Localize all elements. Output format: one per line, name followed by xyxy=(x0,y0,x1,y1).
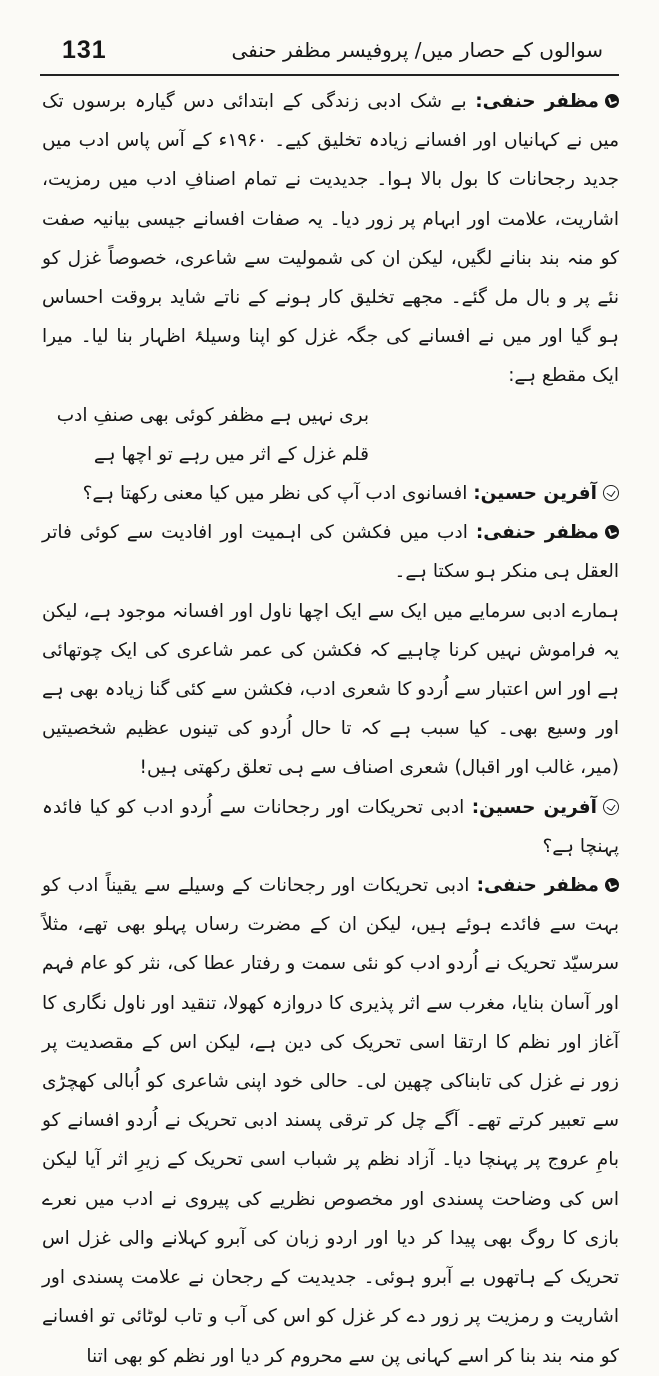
answer-text-1: بے شک ادبی زندگی کے ابتدائی دس گیارہ برسوں تک میں نے کہانیاں اور افسانے زیادہ تخلیق کیے۔ ۱۹۶۰ء کے آس پاس ادب میں جدید رجحانات کا بول بالا ہوا۔ جدیدیت نے تمام اصنافِ ادب میں رمزیت، اشاریت، علامت اور ابہام پر زور دیا۔ یہ صفات افسانے جیسی بیانیہ صفت کو منہ بند بنانے لگیں، لیکن ان کی شمولیت سے شاعری، خصوصاً غزل کو نئے پر و بال مل گئے۔ مجھے تخلیق کار ہونے کے ناتے شاید بروقت احساس ہو گیا اور میں نے افسانے کی جگہ غزل کو اپنا وسیلۂ اظہار بنا لیا۔ میرا ایک مقطع ہے: xyxy=(42,91,619,387)
speaker-label-answer: مظفر حنفی: xyxy=(475,91,599,112)
answer-text-3: ادبی تحریکات اور رجحانات کے وسیلے سے یقیناً ادب کو بہت سے فائدے ہوئے ہیں، لیکن ان کے مضرت رساں پہلو بھی تھے، مثلاً سرسیّد تحریک نے اُردو ادب کو نئی سمت و رفتار عطا کی، نثر کو عام فہم اور آسان بنایا، مغرب سے اثر پذیری کا دروازہ کھولا، تنقید اور ناول نگاری کا آغاز اور نظم کا ارتقا اسی تحریک کی دین ہے، لیکن اس کے مقصدیت پر زور نے غزل کی تابناکی چھین لی۔ حالی خود اپنی شاعری کو اُبالی کھچڑی سے تعبیر کرتے تھے۔ آگے چل کر ترقی پسند ادبی تحریک نے اُردو افسانے کو بامِ عروج پر پہنچا دیا۔ آزاد نظم پر شباب اسی تحریک کے زیرِ اثر آیا لیکن اس کی وضاحت پسندی اور مخصوص نظریے کی پیروی نے ادب میں نعرے بازی کا روگ بھی پیدا کر دیا اور اردو زبان کی آبرو کہلانے والی غزل اس تحریک کے ہاتھوں بے آبرو ہوئی۔ جدیدیت کے رجحان نے علامت پسندی اور اشاریت و رمزیت پر زور دے کر غزل کو اس کی آب و تاب لوٹائی تو افسانے کو منہ بند بنا کر اسے کہانی پن سے محروم کر دیا اور نظم کو بھی اتنا xyxy=(42,875,619,1367)
couplet-line-1: بری نہیں ہے مظفر کوئی بھی صنفِ ادب xyxy=(56,404,369,426)
question-bullet-icon xyxy=(603,485,619,501)
speaker-label-answer: مظفر حنفی: xyxy=(475,522,600,544)
answer-bullet-icon xyxy=(605,94,619,108)
page-header xyxy=(40,30,619,70)
page-number: 131 xyxy=(62,36,107,64)
answer-paragraph-3 xyxy=(42,866,619,1376)
question-bullet-icon xyxy=(603,799,619,815)
answer-bullet-icon xyxy=(605,525,619,539)
answer-paragraph-2 xyxy=(42,513,619,591)
running-title: سوالوں کے حصار میں/ پروفیسر مظفر حنفی xyxy=(231,38,603,62)
couplet-line-2: قلم غزل کے اثر میں رہے تو اچھا ہے xyxy=(93,443,369,465)
answer-paragraph-1 xyxy=(42,82,619,396)
speaker-label-question: آفرین حسین: xyxy=(471,796,598,818)
speaker-label-question: آفرین حسین: xyxy=(473,483,597,505)
answer-bullet-icon xyxy=(605,878,619,892)
speaker-label-answer: مظفر حنفی: xyxy=(476,875,599,897)
interview-text xyxy=(42,82,619,1376)
question-paragraph-3 xyxy=(42,788,619,866)
question-text-3: ادبی تحریکات اور رجحانات سے اُردو ادب کو کیا فائدہ پہنچا ہے؟ xyxy=(42,796,619,857)
answer-text-2: ادب میں فکشن کی اہمیت اور افادیت سے کوئی فاتر العقل ہی منکر ہو سکتا ہے۔ xyxy=(42,522,619,583)
question-paragraph-2 xyxy=(42,474,619,513)
answer-paragraph-2b: ہمارے ادبی سرمایے میں ایک سے ایک اچھا ناول اور افسانہ موجود ہے، لیکن یہ فراموش نہیں کرنا چاہیے کہ فکشن کی عمر شاعری کی ایک چوتھائی ہے اور اس اعتبار سے اُردو کا شعری ادب، فکشن سے کئی گنا زیادہ بھی ہے اور وسیع بھی۔ کیا سبب ہے کہ تا حال اُردو کی تینوں عظیم شخصیتیں (میر، غالب اور اقبال) شعری اصناف سے ہی تعلق رکھتی ہیں! xyxy=(42,600,619,779)
header-divider xyxy=(40,74,619,76)
question-text-2: افسانوی ادب آپ کی نظر میں کیا معنی رکھتا ہے؟ xyxy=(82,483,468,505)
